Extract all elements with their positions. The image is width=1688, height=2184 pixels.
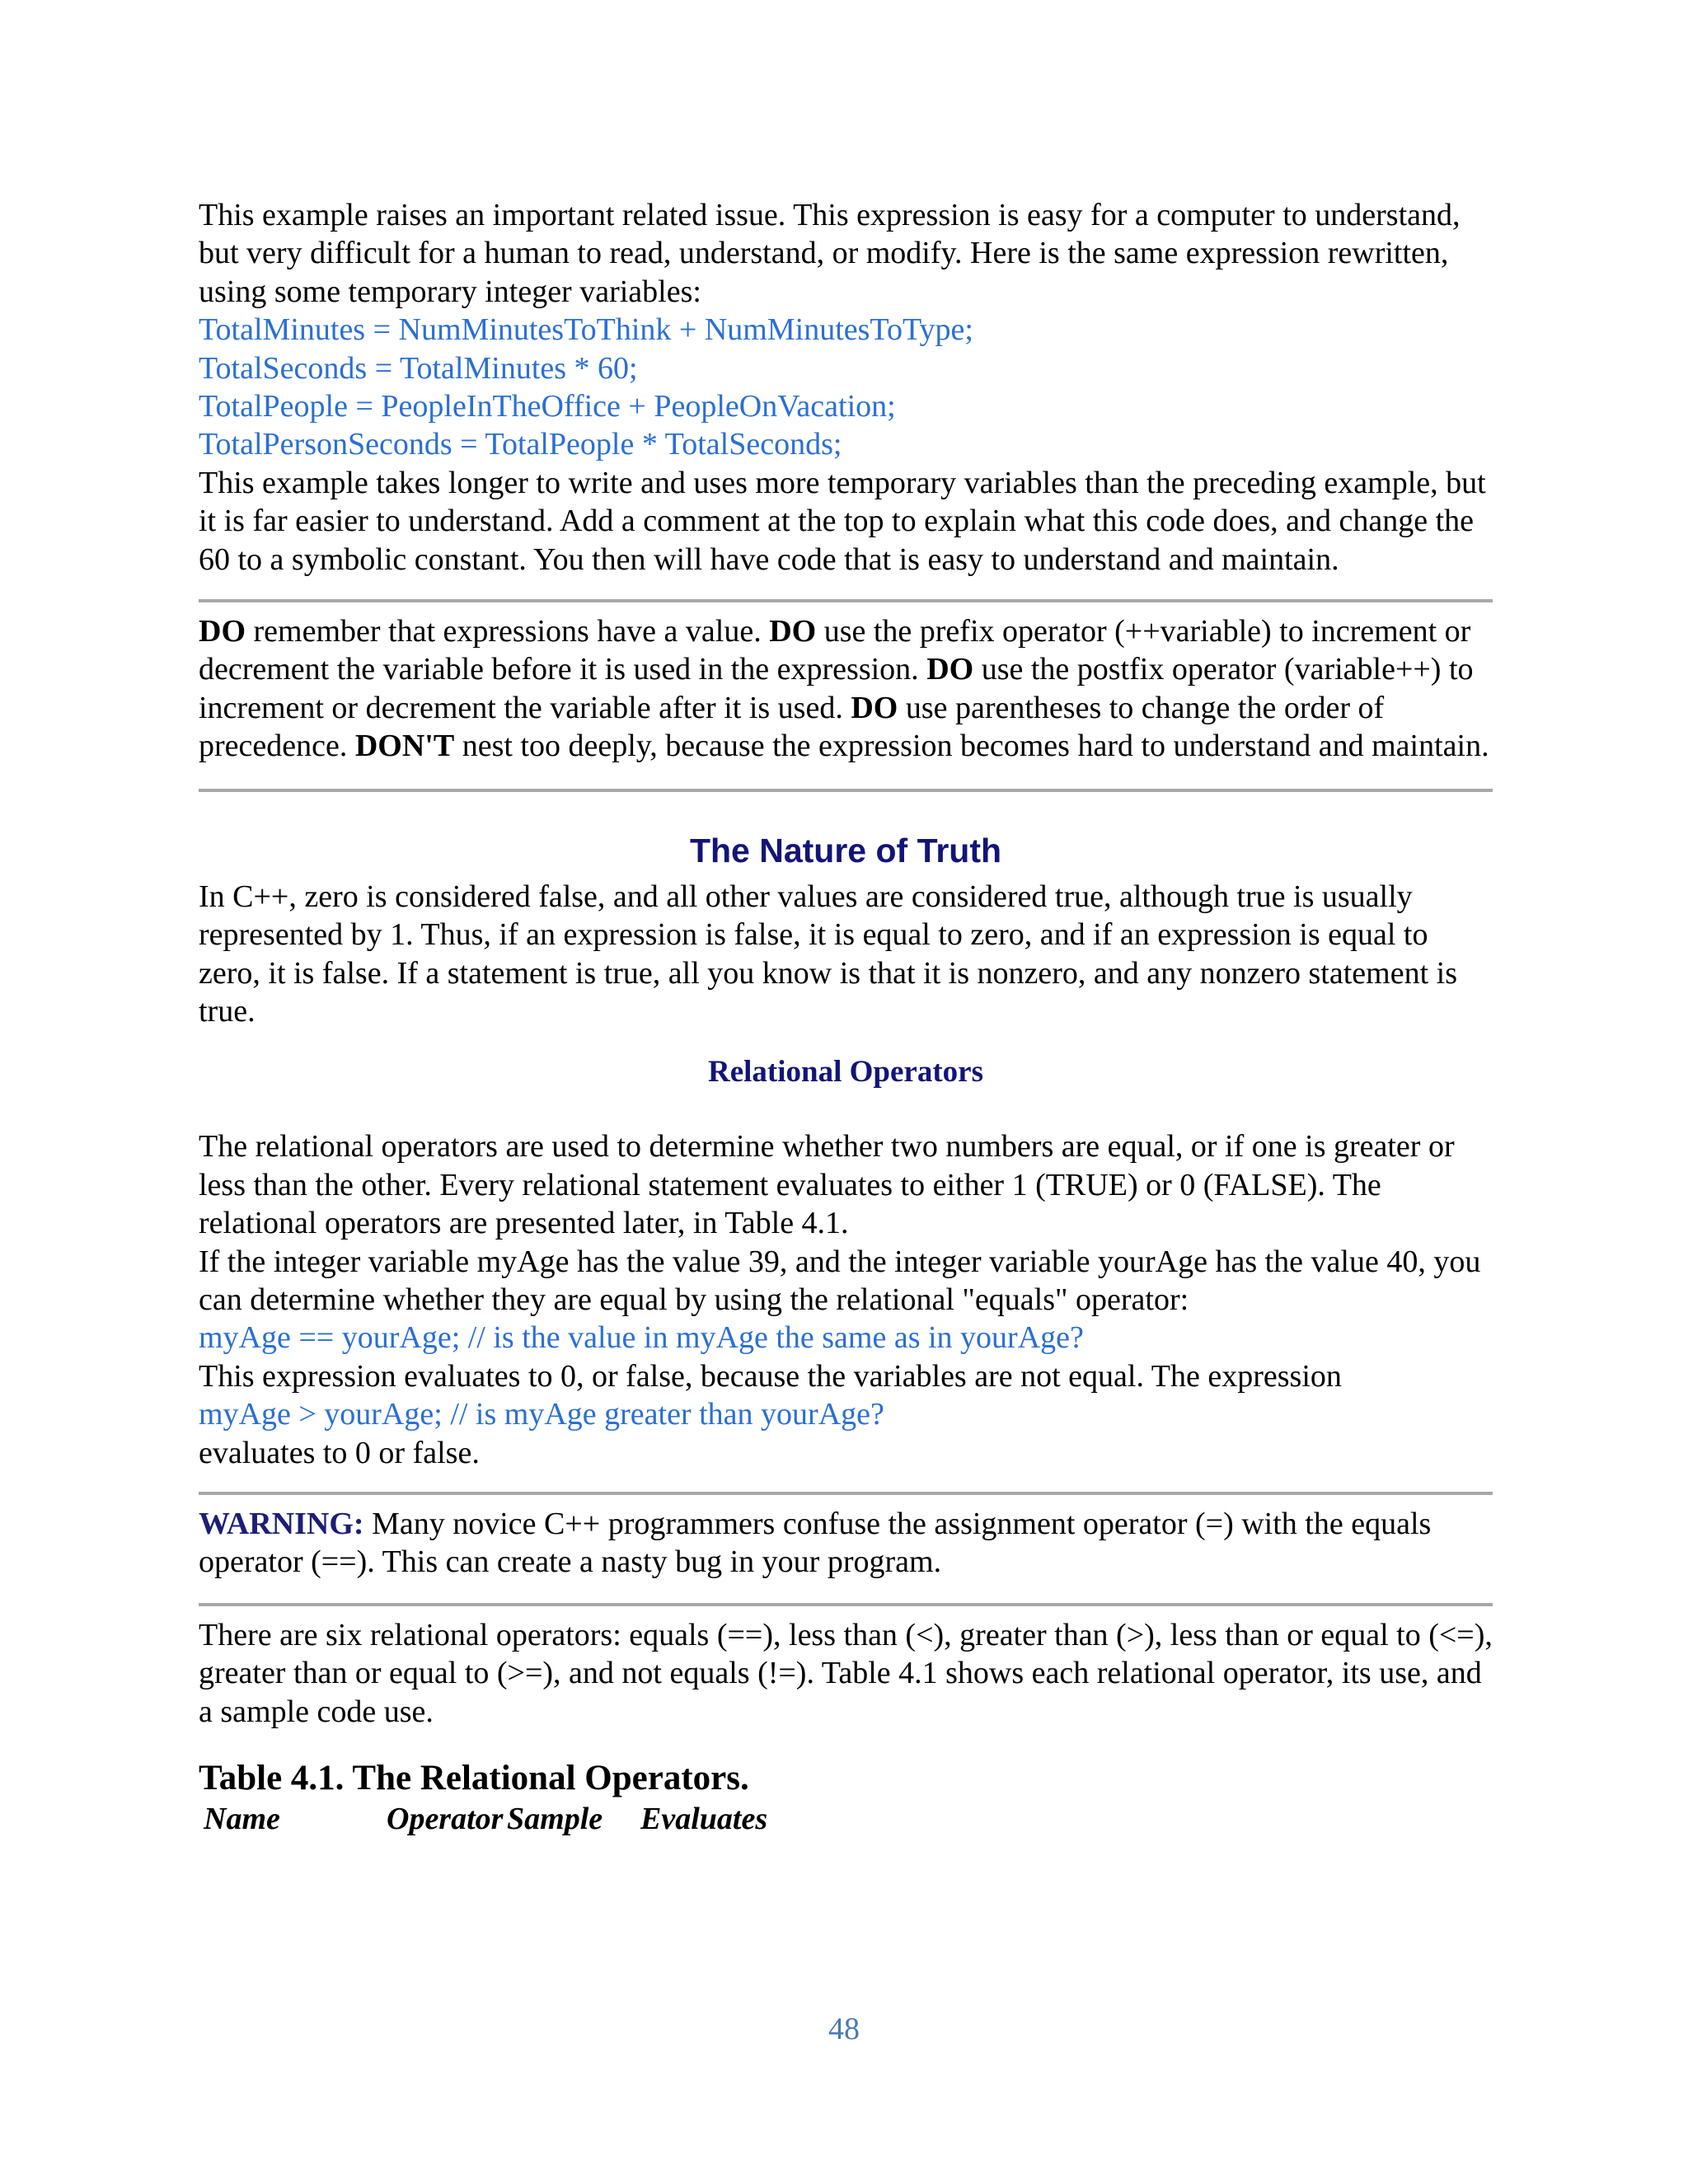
relational-paragraph: This expression evaluates to 0, or false, because the variables are not equal. The expression [199,1358,1342,1394]
do-text: use the postfix operator (variable++) to increment or decrement the variable after it is used. [199,652,1474,725]
table-header-name: Name [204,1802,280,1836]
six-operators-paragraph: There are six relational operators: equals (==), less than (<), greater than (>), less than or equal to (<=), greater than or equal to (>=), and not equals (!=). Table 4.1 shows each relational operator, its use, and a sample code use. [199,1617,1493,1729]
intro-after-paragraph: This example takes longer to write and uses more temporary variables than the preceding example, but it is far easier to understand. Add a comment at the top to explain what this code does, and change the 60 to a symbolic constant. You then will have code that is easy to understand and maintain. [199,465,1486,577]
relational-paragraph: evaluates to 0 or false. [199,1435,480,1470]
relational-paragraph: The relational operators are used to determine whether two numbers are equal, or if one is greater or less than the other. Every relational statement evaluates to either 1 (TRUE) or 0 (FALSE). The relational operators are presented later, in Table 4.1. [199,1129,1455,1241]
warning-box [199,1505,1493,1582]
dont-label: DON'T [354,729,455,764]
do-label: DO [851,690,898,725]
do-label: DO [769,614,817,649]
document-page [199,196,1493,1838]
table-header-row [199,1800,1493,1838]
code-line: myAge > yourAge; // is myAge greater than yourAge? [199,1397,884,1432]
divider [199,789,1493,792]
do-text: use parentheses to change the order of precedence. [199,690,1385,764]
code-line: TotalPeople = PeopleInTheOffice + PeopleOnVacation; [199,389,896,424]
table-title: Table 4.1. The Relational Operators. [199,1759,749,1797]
intro-paragraph: This example raises an important related issue. This expression is easy for a computer to understand, but very difficult for a human to read, understand, or modify. Here is the same expression rewritten, using some temporary integer variables: [199,198,1461,309]
code-line: TotalSeconds = TotalMinutes * 60; [199,350,638,386]
divider [199,599,1493,602]
subsection-heading: Relational Operators [708,1055,983,1090]
code-line: TotalMinutes = NumMinutesToThink + NumMinutesToType; [199,312,973,348]
section-heading: The Nature of Truth [689,831,1002,869]
page-number: 48 [828,2012,860,2046]
do-text: remember that expressions have a value. [246,614,770,649]
do-label: DO [926,652,974,687]
do-text: use the prefix operator (++variable) to increment or decrement the variable before it is used in the expression. [199,614,1471,687]
relational-paragraph: If the integer variable myAge has the value 39, and the integer variable yourAge has the value 40, you can determine whether they are equal by using the relational "equals" operator: [199,1244,1481,1317]
dont-text: nest too deeply, because the expression becomes hard to understand and maintain. [454,729,1489,764]
table-header-operator: Operator [387,1802,504,1836]
divider [199,1603,1493,1606]
code-line: myAge == yourAge; // is the value in myAge the same as in yourAge? [199,1320,1084,1356]
table-header-evaluates: Evaluates [640,1802,768,1836]
divider [199,1492,1493,1495]
warning-text: Many novice C++ programmers confuse the assignment operator (=) with the equals operator (==). This can create a nasty bug in your program. [199,1506,1432,1580]
table-header-sample: Sample [507,1802,603,1836]
code-line: TotalPersonSeconds = TotalPeople * TotalSeconds; [199,427,842,462]
do-label: DO [199,614,246,649]
section-paragraph: In C++, zero is considered false, and all other values are considered true, although true is usually represented by 1. Thus, if an expression is false, it is equal to zero, and if an expression is equal to zero, it is false. If a statement is true, all you know is that it is nonzero, and any nonzero statement is true. [199,879,1457,1029]
do-dont-box [199,612,1493,766]
warning-label: WARNING: [199,1506,364,1541]
